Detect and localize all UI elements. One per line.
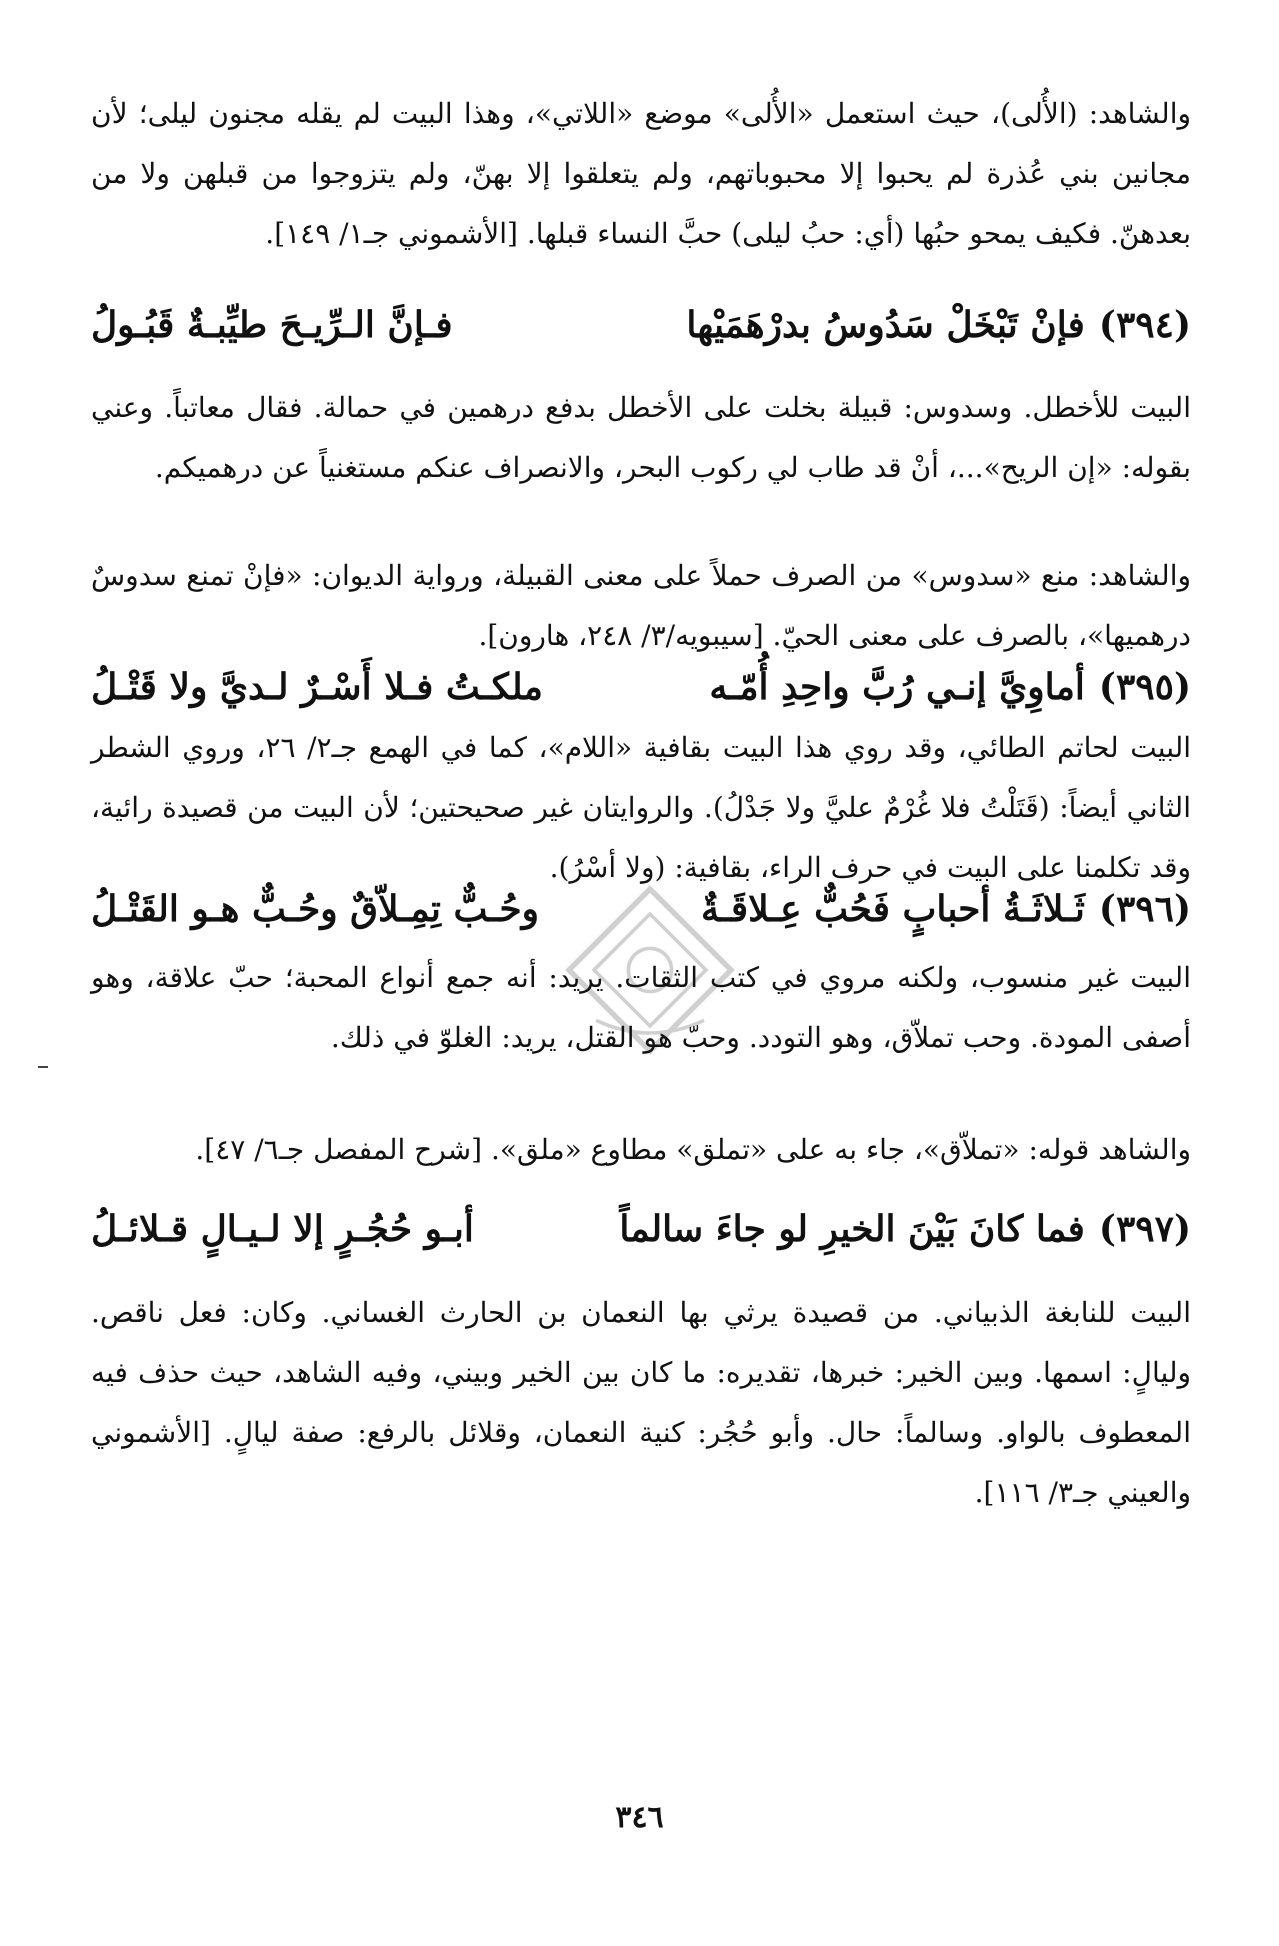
verse-396 (91, 874, 1191, 944)
paragraph-explanation-396: البيت غير منسوب، ولكنه مروي في كتب الثقات. يريد: أنه جمع أنواع المحبة؛ حبّ علاقة، وهو أصفى المودة. وحب تملاّق، وهو التودد. وحبّ هو القتل، يريد: الغلوّ في ذلك. (91, 961, 1191, 1054)
verse-number: (٣٩٤) (1098, 304, 1191, 346)
verse-397 (91, 1194, 1191, 1264)
paragraph-witness-394: والشاهد: منع «سدوس» من الصرف حملاً على معنى القبيلة، ورواية الديوان: «فإنْ تمنع سدوسٌ درهميها»، بالصرف على معنى الحيّ. [سيبويه/٣/ ٢٤٨، هارون]. (91, 559, 1191, 652)
verse-second-hemistich: فـإنَّ الـرِّيـحَ طيِّبـةٌ قَبُـولُ (91, 304, 453, 346)
margin-mark (38, 1066, 48, 1068)
verse-394 (91, 290, 1191, 360)
verse-number: (٣٩٥) (1098, 666, 1191, 708)
verse-number: (٣٩٦) (1098, 888, 1191, 930)
paragraph-explanation-395: البيت لحاتم الطائي، وقد روي هذا البيت بقافية «اللام»، كما في الهمع جـ٢/ ٢٦، وروي الشطر الثاني أيضاً: (قَتَلْتُ فلا غُرْمٌ عليَّ ولا جَدْلُ). والروايتان غير صحيحتين؛ لأن البيت من قصيدة رائية، وقد تكلمنا على البيت في حرف الراء، بقافية: (ولا أسْرُ). (91, 731, 1192, 884)
verse-first-hemistich: أماوِيَّ إنـي رُبَّ واحِدِ أُمّـه (709, 666, 1085, 708)
verse-first-hemistich: فإنْ تَبْخَلْ سَدُوسُ بدرْهَمَيْها (686, 304, 1085, 346)
verse-first-hemistich: ثَـلاثَـةُ أحبابٍ فَحُبٌّ عِـلاقَـةٌ (701, 888, 1085, 930)
verse-395 (91, 652, 1191, 722)
paragraph-witness-394-intro: والشاهد: (الأُلى)، حيث استعمل «الأُلى» موضع «اللاتي»، وهذا البيت لم يقله مجنون ليلى؛ لأن مجانين بني عُذرة لم يحبوا إلا محبوباتهم، ولم يتعلقوا إلا بهنّ، ولم يتزوجوا من قبلهن ولا من بعدهنّ. فكيف يمحو حبُها (أي: حبُ ليلى) حبَّ النساء قبلها. [الأشموني جـ١/ ١٤٩]. (91, 97, 1191, 250)
page-number: ٣٤٦ (615, 1800, 664, 1835)
verse-second-hemistich: أبـو حُجُـرٍ إلا لـيـالٍ قـلائـلُ (91, 1208, 474, 1250)
verse-number: (٣٩٧) (1098, 1208, 1191, 1250)
verse-first-hemistich: فما كانَ بَيْنَ الخيرِ لو جاءَ سالماً (619, 1208, 1085, 1250)
paragraph-explanation-394: البيت للأخطل. وسدوس: قبيلة بخلت على الأخطل بدفع درهمين في حمالة. فقال معاتباً. وعني بقوله: «إن الريح»...، أنْ قد طاب لي ركوب البحر، والانصراف عنكم مستغنياً عن درهميكم. (91, 391, 1191, 484)
verse-second-hemistich: وحُـبٌّ تِمِـلاّقٌ وحُـبٌّ هـو القَتْـلُ (91, 888, 539, 930)
paragraph-witness-396: والشاهد قوله: «تملاّق»، جاء به على «تملق» مطاوع «ملق». [شرح المفصل جـ٦/ ٤٧]. (195, 1133, 1191, 1166)
paragraph-explanation-397: البيت للنابغة الذبياني. من قصيدة يرثي بها النعمان بن الحارث الغساني. وكان: فعل ناقص. وليالٍ: اسمها. وبين الخير: خبرها، تقديره: ما كان بين الخير وبيني، وفيه الشاهد، حيث حذف فيه المعطوف بالواو. وسالماً: حال. وأبو حُجُر: كنية النعمان، وقلائل بالرفع: صفة ليالٍ. [الأشموني والعيني جـ٣/ ١١٦]. (91, 1296, 1191, 1509)
verse-second-hemistich: ملكـتُ فـلا أَسْـرٌ لـديَّ ولا قَتْـلُ (91, 666, 543, 708)
